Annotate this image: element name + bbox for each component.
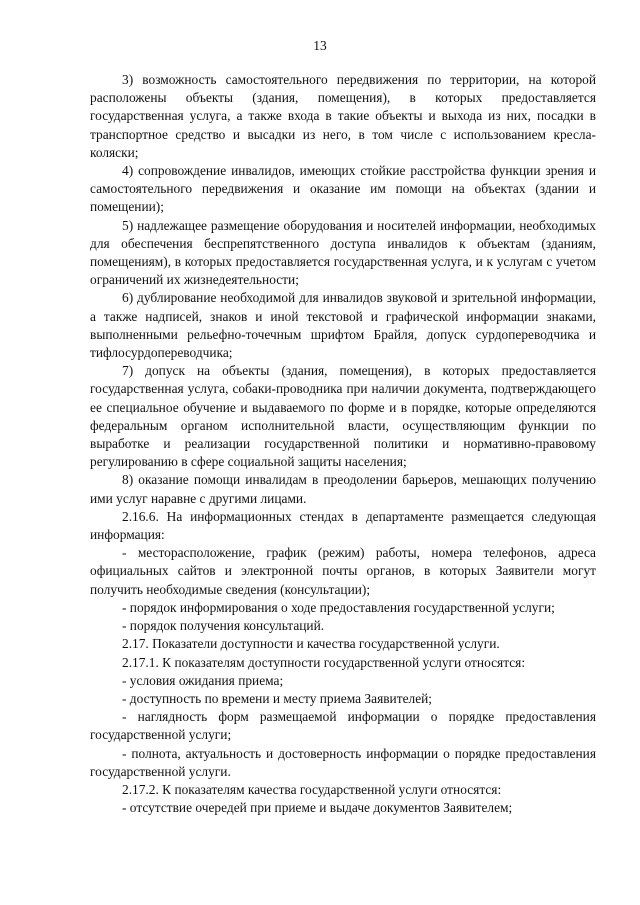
bullet-location-schedule: - месторасположение, график (режим) работы, номера телефонов, адреса официальных сайтов и электронной почты органов, в которых Заявители могут получить необходимые сведения (консультации);: [90, 545, 596, 597]
paragraph-item-3: 3) возможность самостоятельного передвижения по территории, на которой расположены объекты (здания, помещения), в которых предоставляется государственная услуга, а также входа в такие объекты и выхода из них, посадки в транспортное средство и высадки из него, в том числе с использованием кресла-коляски;: [90, 72, 596, 160]
paragraph-item-4: 4) сопровождение инвалидов, имеющих стойкие расстройства функции зрения и самостоятельного передвижения и оказание им помощи на объектах (здании и помещении);: [90, 163, 596, 215]
paragraph-item-5: 5) надлежащее размещение оборудования и носителей информации, необходимых для обеспечения беспрепятственного доступа инвалидов к объектам (зданиям, помещениям), в которых предоставляется государственная услуга, и к услугам с учетом ограничений их жизнедеятельности;: [90, 217, 596, 288]
section-heading-2-17: 2.17. Показатели доступности и качества государственной услуги.: [122, 636, 500, 652]
paragraph-item-7: 7) допуск на объекты (здания, помещения), в которых предоставляется государственная услуга, собаки-проводника при наличии документа, подтверждающего ее специальное обучение и выдаваемого по форме и в порядке, которые определяются федеральным органом исполнительной власти, осуществляющим функции по выработке и реализации государственной политики и нормативно-правовому регулированию в сфере социальной защиты населения;: [90, 363, 596, 470]
paragraph-2-16-6: 2.16.6. На информационных стендах в департаменте размещается следующая информация:: [90, 508, 596, 543]
bullet-no-queues: - отсутствие очередей при приеме и выдаче документов Заявителем;: [122, 800, 513, 816]
page-number: 13: [313, 38, 327, 53]
bullet-consultations: - порядок получения консультаций.: [122, 618, 325, 634]
bullet-waiting-conditions: - условия ожидания приема;: [122, 672, 284, 688]
bullet-informing-procedure: - порядок информирования о ходе предоставления государственной услуги;: [122, 599, 555, 615]
paragraph-2-17-2: 2.17.2. К показателям качества государственной услуги относятся:: [122, 781, 502, 797]
bullet-visibility: - наглядность форм размещаемой информации о порядке предоставления государственной услуги;: [90, 709, 596, 743]
paragraph-2-17-1: 2.17.1. К показателям доступности государственной услуги относятся:: [122, 654, 526, 670]
paragraph-item-8: 8) оказание помощи инвалидам в преодолении барьеров, мешающих получению ими услуг наравне с другими лицами.: [90, 472, 596, 506]
bullet-availability: - доступность по времени и месту приема Заявителей;: [122, 690, 433, 706]
bullet-completeness: - полнота, актуальность и достоверность информации о порядке предоставления государственной услуги.: [90, 745, 596, 779]
document-body: [90, 71, 596, 817]
paragraph-item-6: 6) дублирование необходимой для инвалидов звуковой и зрительной информации, а также надписей, знаков и иной текстовой и графической информации знаками, выполненными рельефно-точечным шрифтом Брайля, допуск сурдопереводчика и тифлосурдопереводчика;: [90, 290, 596, 361]
